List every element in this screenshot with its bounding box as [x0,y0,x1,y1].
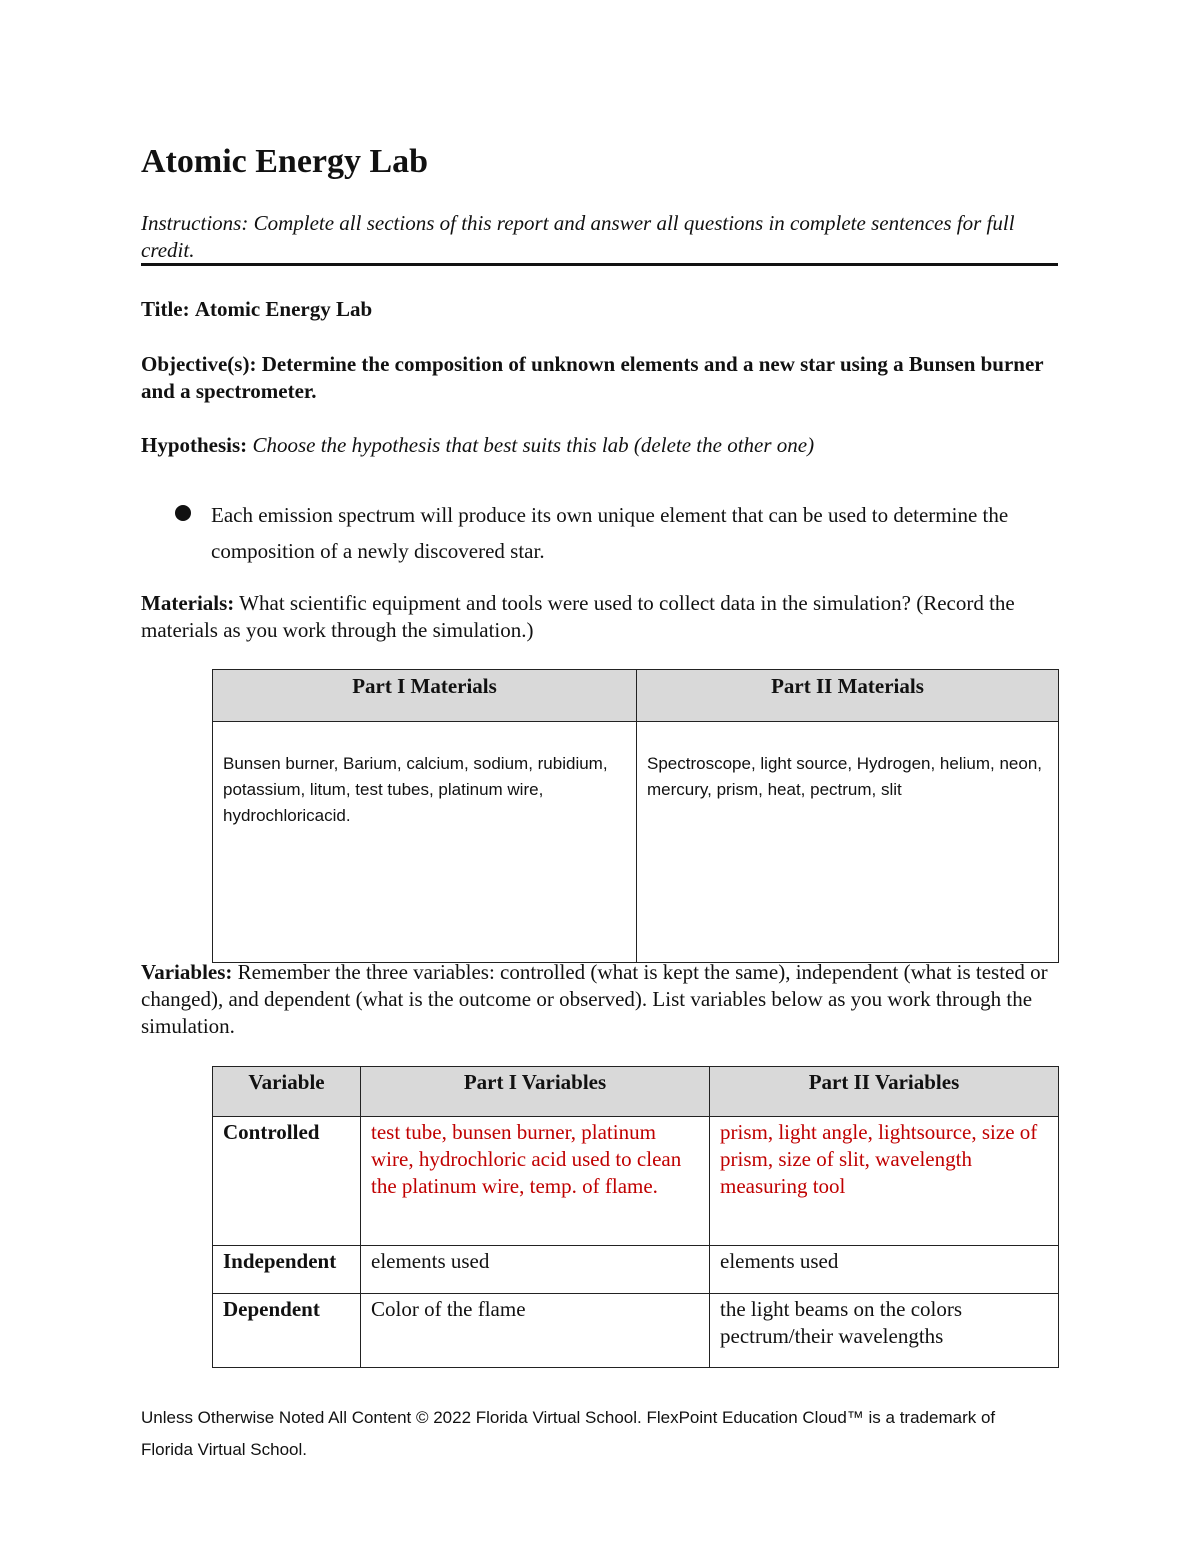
materials-header-part1: Part I Materials [213,670,637,722]
objective-value: Determine the composition of unknown elements and a new star using a Bunsen burner and a spectrometer. [141,352,1044,403]
row-label-independent: Independent [213,1246,361,1294]
row-label-dependent: Dependent [213,1294,361,1368]
variables-header-part1: Part I Variables [361,1067,710,1117]
row-label-controlled: Controlled [213,1117,361,1246]
variables-label: Variables: [141,960,233,984]
independent-part1-cell[interactable]: elements used [361,1246,710,1294]
independent-part2-cell[interactable]: elements used [710,1246,1059,1294]
variables-prompt: Remember the three variables: controlled (what is kept the same), independent (what is tested or changed), and dependent (what is the outcome or observed). List variables below as you work through the simulation. [141,960,1048,1038]
variables-header-variable: Variable [213,1067,361,1117]
materials-line [141,590,1061,644]
variables-row-controlled [213,1117,1059,1246]
variables-row-independent [213,1246,1059,1294]
materials-row [213,722,1059,963]
lab-title-line [141,296,1061,323]
variables-row-dependent [213,1294,1059,1368]
materials-header-part2: Part II Materials [637,670,1059,722]
controlled-part2-cell[interactable]: prism, light angle, lightsource, size of prism, size of slit, wavelength measuring tool [710,1117,1059,1246]
variables-header-row [213,1067,1059,1117]
copyright-footer: Unless Otherwise Noted All Content © 2022 Florida Virtual School. FlexPoint Education Cloud™ is a trademark of Florida Virtual School. [141,1408,996,1459]
materials-label: Materials: [141,591,235,615]
instructions-text: Instructions: Complete all sections of this report and answer all questions in complete sentences for full credit. [141,211,1015,262]
materials-header-row [213,670,1059,722]
materials-part2-cell[interactable]: Spectroscope, light source, Hydrogen, helium, neon, mercury, prism, heat, pectrum, slit [637,722,1059,963]
hypothesis-prompt: Choose the hypothesis that best suits this lab (delete the other one) [252,433,815,457]
header-divider [141,263,1058,266]
lab-title-value: Atomic Energy Lab [194,297,373,321]
hypothesis-line [141,432,1061,459]
dependent-part1-cell[interactable]: Color of the flame [361,1294,710,1368]
variables-header-part2: Part II Variables [710,1067,1059,1117]
materials-table [212,669,1059,963]
controlled-part1-cell[interactable]: test tube, bunsen burner, platinum wire, hydrochloric acid used to clean the platinum wire, temp. of flame. [361,1117,710,1246]
document-title: Atomic Energy Lab [141,143,429,180]
dependent-part2-cell[interactable]: the light beams on the colors pectrum/their wavelengths [710,1294,1059,1368]
bullet-icon [175,505,191,521]
variables-line [141,959,1061,1040]
hypothesis-label: Hypothesis: [141,433,248,457]
objective-label: Objective(s): [141,352,257,376]
materials-prompt: What scientific equipment and tools were used to collect data in the simulation? (Record the materials as you work through the simulation.) [141,591,1015,642]
variables-table [212,1066,1059,1368]
objective-line [141,351,1061,405]
materials-part1-cell[interactable]: Bunsen burner, Barium, calcium, sodium, rubidium, potassium, litum, test tubes, platinum wire, hydrochloricacid. [213,722,637,963]
hypothesis-bullet: Each emission spectrum will produce its own unique element that can be used to determine the composition of a newly discovered star. [211,503,1009,563]
lab-title-label: Title: [141,297,190,321]
